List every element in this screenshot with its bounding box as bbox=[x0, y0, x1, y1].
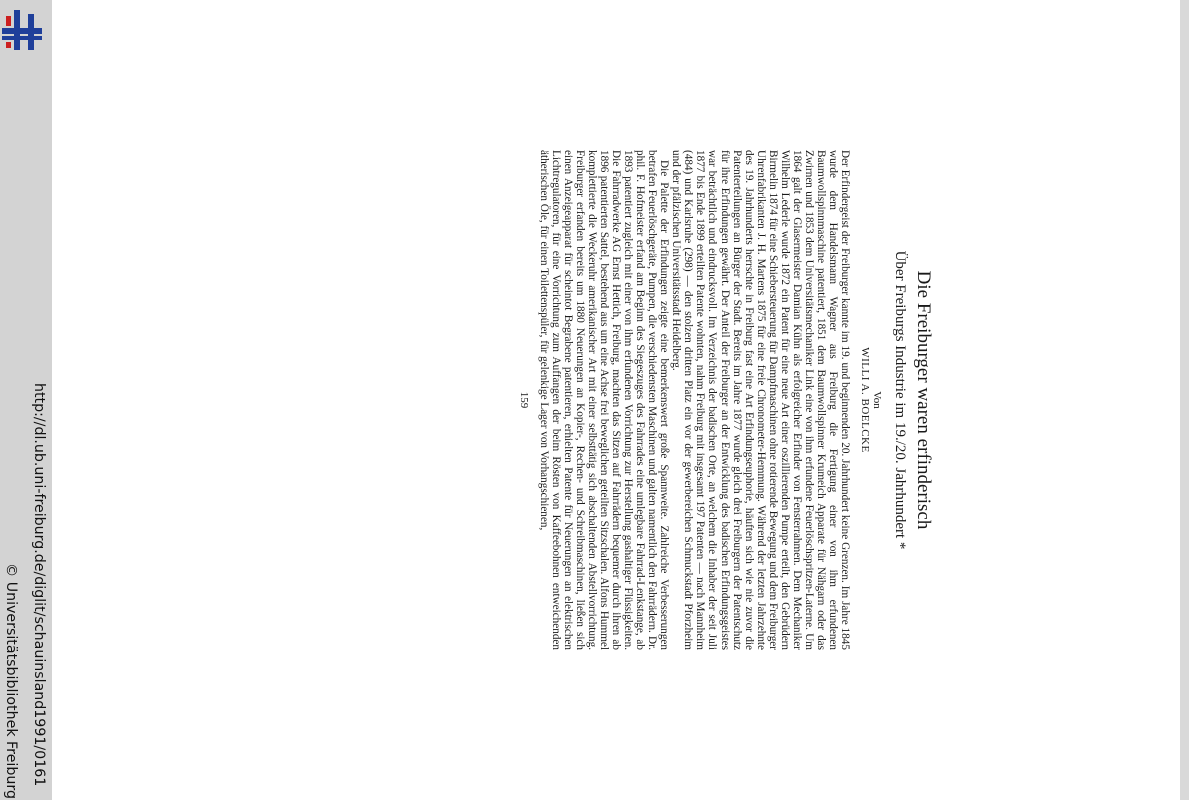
paragraph-2: Die Palette der Erfindungen zeigte eine bemerkenswert große Spannweite. Zahlreiche Verbesserungen betrafen Feuerlöschgeräte, Pumpen, die verschiedensten Maschinen und galten namentlich den Fahrrädern. Dr. phil. F. Hofmeister erfand am Beginn des Siegeszuges des Fahrrades eine umlegbare Fahrrad-Lenkstange, ab 1893 patentiert zugleich mit einer von ihm erfundenen Vorrichtung zur Herstellung gashaltiger Flüssigkeiten. Die Fahrradwerke AG Ernst Hettich, Freiburg, machten das Sitzen auf Fahrrädern bequemer durch ihren ab 1896 patentierten Sattel, bestehend aus um eine Achse frei beweglichen geteilten Sitzschalen. Alfons Hummel komplettierte die Weckeruhr amerikanischer Art mit einer selbsttätig sich abschaltenden Abstellvorrichtung. Freiburger erfanden bereits um 1880 Neuerungen an Kopier-, Rechen- und Schreibmaschinen, ließen sich einen Anzeigeapparat für scheintot Begrabene patentieren, erhielten Patente für Neuerungen an elektrischen Lichtregulatoren, für eine Vorrichtung zum Auffangen der beim Rösten von Kaffeebohnen entweichenden ätherischen Öle, für einen Toilettenspüler, für gelenkige Lager von Vorhangschienen, bbox=[537, 150, 671, 650]
copyright-notice: © Universitätsbibliothek Freiburg bbox=[3, 563, 19, 799]
rotated-page-content bbox=[268, 150, 948, 650]
viewer-sidebar bbox=[0, 0, 52, 800]
byline-prefix: Von bbox=[871, 391, 883, 409]
document-body bbox=[268, 150, 948, 650]
document-subtitle: Über Freiburgs Industrie im 19./20. Jahrhundert * bbox=[892, 250, 908, 550]
document-title: Die Freiburger waren erfinderisch bbox=[913, 270, 934, 530]
viewer-right-edge bbox=[1180, 0, 1189, 800]
paragraph-1: Der Erfindergeist der Freiburger kannte im 19. und beginnenden 20. Jahrhundert keine Grenzen. Im Jahre 1845 wurde dem Handelsmann Wagner aus Freiburg die Fertigung einer von ihm erfundenen Baumwollspinnmaschine patentiert, 1851 dem Baumwollspinner Krumeich Apparate für Nähgarn oder das Zwirnen und 1853 dem Universitätsmechaniker Link eine von ihm erfundene Feuerlöschspritzen-Laterne. Um 1864 galt der Glasermeister Damian Kühn als erfolgreicher Erfinder von Fensterrahmen. Dem Mechaniker Wilhelm Lederle wurde 1872 ein Patent für eine neue Art einer oszillierenden Pumpe erteilt, den Gebrüdern Birmelin 1874 für eine Schiebersteuerung für Dampfmaschinen ohne rotierende Bewegung und dem Freiburger Uhrenfabrikanten J. H. Martens 1875 für eine freie Chronometer-Hemmung. Während der letzten Jahrzehnte des 19. Jahrhunderts herrschte in Freiburg fast eine Art Erfindungseuphorie, häuften sich wie nie zuvor die Patenterteilungen an Bürger der Stadt. Bereits im Jahre 1877 wurde gleich drei Freiburgern der Patentschutz für ihre Erfindungen gewährt. Der Anteil der Freiburger an der Entwicklung des badischen Erfindungsgeistes war beträchtlich und eindrucksvoll. Im Verzeichnis der badischen Orte, an welchem die Inhaber der seit Juli 1877 bis Ende 1899 erteilten Patente wohnten, nahm Freiburg mit insgesamt 197 Patenten — nach Mannheim (484) und Karlsruhe (298) — den stolzen dritten Platz ein vor der gewerbereichen Schmuckstadt Pforzheim und der pfälzischen Universitätsstadt Heidelberg. bbox=[670, 150, 851, 650]
viewer-vertical-text bbox=[2, 0, 50, 800]
author-name: WILLI A. BOELCKE bbox=[859, 347, 871, 453]
source-url[interactable]: http://dl.ub.uni-freiburg.de/diglit/schauinsland1991/0161 bbox=[31, 383, 47, 787]
page-number: 159 bbox=[517, 391, 530, 409]
